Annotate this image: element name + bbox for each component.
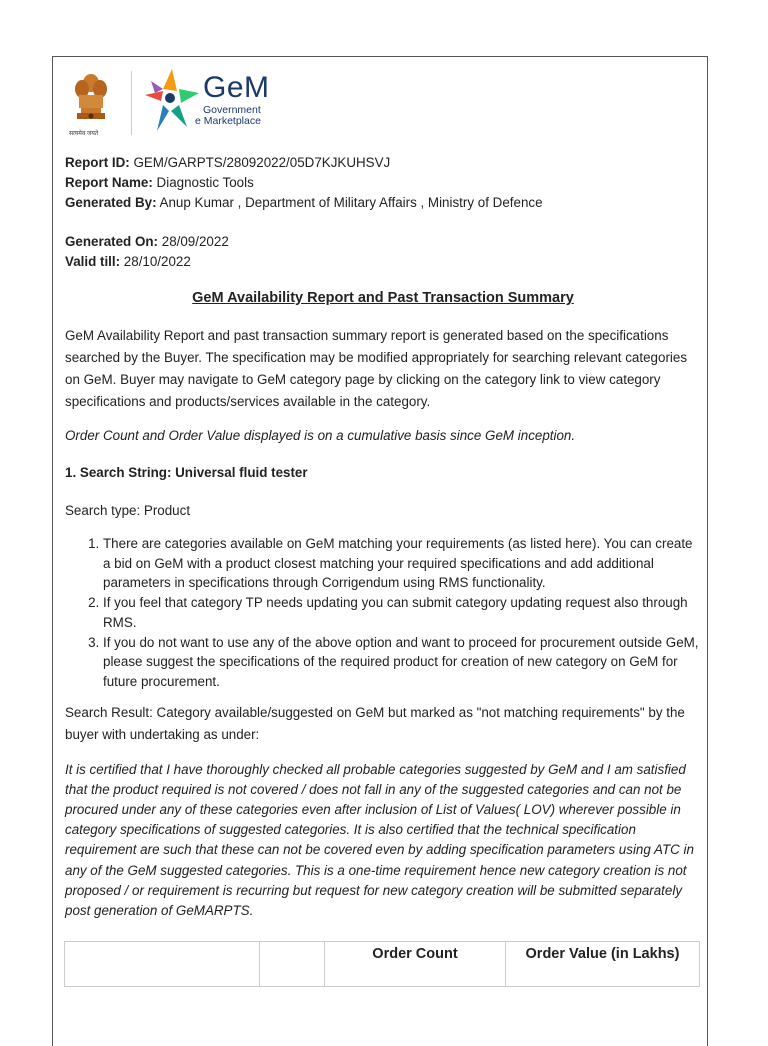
generated-by-value: Anup Kumar , Department of Military Affairs , Ministry of Defence [159, 195, 543, 210]
search-type: Search type: Product [65, 503, 191, 518]
option-item: 2. If you feel that category TP needs updating you can submit category updating request also through RMS. [103, 593, 701, 632]
report-name-label: Report Name: [65, 175, 153, 190]
table-header-row [65, 942, 700, 987]
gem-star-logo-icon [143, 67, 201, 135]
option-item: 1. There are categories available on GeM matching your requirements (as listed here). You can create a bid on GeM with a product closest matching your required specifications and add additional parameters in specifications through Corrigendum using RMS functionality. [103, 534, 701, 593]
generated-on-label: Generated On: [65, 234, 159, 249]
report-header [67, 67, 367, 139]
gem-logo-text: GeM [203, 71, 270, 104]
national-emblem-icon [67, 67, 115, 137]
certification-statement: It is certified that I have thoroughly checked all probable categories suggested by GeM and I am satisfied that the product required is not covered / does not fall in any of the suggested categories and can not be procured under any of these categories even after inclusion of List of Values( LOV) wherever possible in category specifications of suggested categories. It is also certified that the technical specification requirement are such that these can not be covered even by adding specification parameters using ATC in any of the GeM suggested categories. This is a one-time requirement hence new category creation is not proposed / or requirement is recurring but request for new category creation will be submitted separately post generation of GeMARPTS. [65, 761, 694, 919]
emblem-motto: सत्यमेव जयते [69, 131, 99, 137]
table-header-cell [260, 942, 325, 987]
report-id-value: GEM/GARPTS/28092022/05D7KJKUHSVJ [133, 155, 391, 170]
valid-till-value: 28/10/2022 [123, 254, 191, 269]
search-result: Search Result: Category available/suggested on GeM but marked as "not matching requirements" by the buyer with undertaking as under: [65, 704, 685, 742]
option-item: 3. If you do not want to use any of the above option and want to proceed for procurement outside GeM, please suggest the specifications of the required product for creation of new category on GeM for future procurement. [103, 633, 701, 692]
gem-logo-subtitle-2: e Marketplace [195, 115, 261, 127]
order-count-header: Order Count [325, 942, 506, 987]
header-divider [131, 71, 132, 135]
report-name-value: Diagnostic Tools [156, 175, 254, 190]
report-page [52, 56, 708, 1046]
order-value-header: Order Value (in Lakhs) [506, 942, 700, 987]
table-header-cell [65, 942, 260, 987]
valid-till-label: Valid till: [65, 254, 121, 269]
search-string-heading: 1. Search String: Universal fluid tester [65, 465, 308, 480]
intro-paragraph: GeM Availability Report and past transaction summary report is generated based on the specifications searched by the Buyer. The specification may be modified appropriately for searching relevant categories on GeM. Buyer may navigate to GeM category page by clicking on the category link to view category specifications and products/services available in the category. [65, 328, 688, 409]
report-content [65, 153, 701, 939]
gem-logo-subtitle-1: Government [203, 104, 261, 116]
valid-till-line [65, 252, 701, 272]
generated-by-line [65, 193, 701, 213]
options-list [65, 534, 701, 692]
transaction-summary-table [64, 941, 700, 987]
report-title: GeM Availability Report and Past Transaction Summary [192, 290, 574, 306]
generated-on-value: 28/09/2022 [161, 234, 229, 249]
report-name-line [65, 173, 701, 193]
generated-by-label: Generated By: [65, 195, 157, 210]
generated-on-line [65, 232, 701, 252]
cumulative-note: Order Count and Order Value displayed is on a cumulative basis since GeM inception. [65, 428, 576, 443]
report-meta [65, 153, 701, 272]
report-id-line [65, 153, 701, 173]
report-id-label: Report ID: [65, 155, 130, 170]
